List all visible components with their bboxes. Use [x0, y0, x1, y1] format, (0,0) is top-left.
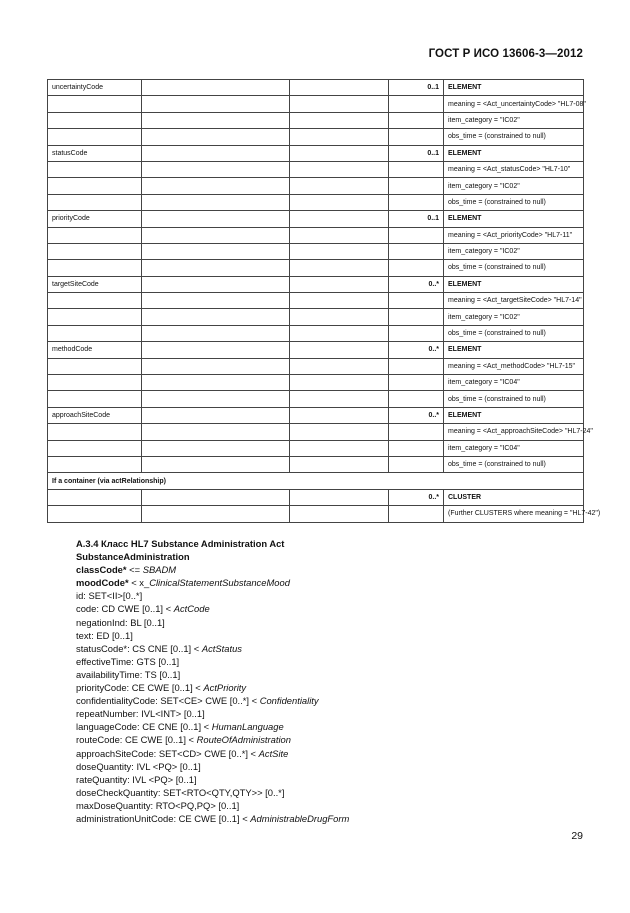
attribute-text: approachSiteCode: SET<CD> CWE [0..*] <	[76, 747, 259, 759]
attribute-cell	[48, 309, 142, 325]
attribute-text: code: CD CWE [0..1] <	[76, 603, 174, 615]
mapping-cell: obs_time = (constrained to null)	[444, 260, 584, 276]
table-row	[48, 293, 584, 309]
mapping-cell: obs_time = (constrained to null)	[444, 391, 584, 407]
empty-cell	[290, 80, 389, 96]
attribute-text: statusCode*: CS CNE [0..1] <	[76, 642, 202, 654]
empty-cell	[290, 243, 389, 259]
attribute-text: confidentialityCode: SET<CE> CWE [0..*] <	[76, 695, 260, 707]
empty-cell	[142, 407, 290, 423]
cardinality-cell	[389, 161, 444, 177]
table-row	[48, 227, 584, 243]
table-row	[48, 506, 584, 522]
empty-cell	[290, 260, 389, 276]
table-row	[48, 309, 584, 325]
attribute-text: text: ED [0..1]	[76, 629, 133, 641]
cardinality-cell	[389, 129, 444, 145]
attribute-cell: targetSiteCode	[48, 276, 142, 292]
attribute-cell	[48, 456, 142, 472]
empty-cell	[142, 489, 290, 505]
attribute-line	[76, 747, 596, 760]
attribute-cell	[48, 424, 142, 440]
attribute-text: priorityCode: CE CWE [0..1] <	[76, 682, 204, 694]
attribute-cell	[48, 161, 142, 177]
cardinality-cell	[389, 424, 444, 440]
mapping-cell: meaning = <Act_statusCode> "HL7-10"	[444, 161, 584, 177]
empty-cell	[290, 145, 389, 161]
mapping-cell: item_category = "IC04"	[444, 375, 584, 391]
empty-cell	[142, 276, 290, 292]
table-row	[48, 325, 584, 341]
attribute-cell	[48, 260, 142, 276]
table-row	[48, 112, 584, 128]
empty-cell	[142, 440, 290, 456]
empty-cell	[290, 227, 389, 243]
attribute-line	[76, 694, 596, 707]
empty-cell	[290, 391, 389, 407]
attribute-cell: priorityCode	[48, 211, 142, 227]
cardinality-cell	[389, 440, 444, 456]
attribute-cell	[48, 358, 142, 374]
table-row	[48, 391, 584, 407]
empty-cell	[290, 456, 389, 472]
empty-cell	[290, 342, 389, 358]
table-row	[48, 178, 584, 194]
attribute-text: Confidentiality	[259, 695, 319, 707]
cardinality-cell	[389, 260, 444, 276]
mapping-cell: ELEMENT	[444, 342, 584, 358]
table-row	[48, 375, 584, 391]
empty-cell	[142, 112, 290, 128]
cardinality-cell	[389, 194, 444, 210]
attribute-cell	[48, 178, 142, 194]
empty-cell	[142, 161, 290, 177]
cardinality-cell	[389, 325, 444, 341]
empty-cell	[290, 178, 389, 194]
empty-cell	[142, 145, 290, 161]
empty-cell	[142, 342, 290, 358]
attribute-text: < x_	[128, 577, 150, 589]
empty-cell	[290, 161, 389, 177]
attribute-text: repeatNumber: IVL<INT> [0..1]	[76, 708, 205, 720]
table-row	[48, 276, 584, 292]
cardinality-cell	[389, 309, 444, 325]
cardinality-cell	[389, 456, 444, 472]
empty-cell	[290, 407, 389, 423]
mapping-cell: meaning = <Act_uncertaintyCode> "HL7-08"	[444, 96, 584, 112]
table-row	[48, 129, 584, 145]
attribute-line	[76, 720, 596, 733]
attribute-text: administrationUnitCode: CE CWE [0..1] <	[76, 812, 251, 824]
class-definition-section	[76, 537, 596, 825]
attribute-cell: methodCode	[48, 342, 142, 358]
attribute-line	[76, 760, 596, 773]
mapping-cell: CLUSTER	[444, 489, 584, 505]
mapping-cell: ELEMENT	[444, 145, 584, 161]
cardinality-cell	[389, 112, 444, 128]
empty-cell	[142, 325, 290, 341]
attribute-text: effectiveTime: GTS [0..1]	[76, 655, 180, 667]
mapping-cell: ELEMENT	[444, 276, 584, 292]
attribute-line	[76, 707, 596, 720]
class-name: SubstanceAdministration	[76, 551, 190, 563]
attribute-cell	[48, 489, 142, 505]
table-row	[48, 358, 584, 374]
mapping-cell: meaning = <Act_priorityCode> "HL7-11"	[444, 227, 584, 243]
empty-cell	[142, 96, 290, 112]
attribute-text: moodCode*	[76, 577, 129, 589]
attribute-text: doseCheckQuantity: SET<RTO<QTY,QTY>> [0..*]	[76, 786, 285, 798]
mapping-cell: meaning = <Act_targetSiteCode> "HL7-14"	[444, 293, 584, 309]
section-heading: A.3.4 Класс HL7 Substance Administration Act	[76, 538, 285, 549]
table-row	[48, 211, 584, 227]
attribute-cell	[48, 440, 142, 456]
attribute-text: ActStatus	[201, 642, 242, 654]
attribute-line	[76, 799, 596, 812]
attribute-cell	[48, 293, 142, 309]
mapping-cell: meaning = <Act_methodCode> "HL7-15"	[444, 358, 584, 374]
empty-cell	[290, 358, 389, 374]
mapping-cell: obs_time = (constrained to null)	[444, 325, 584, 341]
attribute-text: rateQuantity: IVL <PQ> [0..1]	[76, 773, 197, 785]
empty-cell	[290, 129, 389, 145]
cardinality-cell: 0..1	[389, 145, 444, 161]
attribute-line	[76, 576, 596, 589]
table-row	[48, 407, 584, 423]
attribute-text: id: SET<II>[0..*]	[76, 590, 143, 602]
document-header: ГОСТ Р ИСО 13606-3—2012	[428, 48, 583, 60]
attribute-cell	[48, 112, 142, 128]
mapping-cell: item_category = "IC02"	[444, 309, 584, 325]
cardinality-cell	[389, 227, 444, 243]
attribute-cell	[48, 227, 142, 243]
table-row	[48, 489, 584, 505]
attribute-line	[76, 616, 596, 629]
cardinality-cell	[389, 178, 444, 194]
empty-cell	[142, 211, 290, 227]
table-row	[48, 440, 584, 456]
cardinality-cell	[389, 358, 444, 374]
page-number: 29	[571, 830, 583, 842]
cardinality-cell	[389, 293, 444, 309]
empty-cell	[290, 489, 389, 505]
attribute-cell	[48, 506, 142, 522]
empty-cell	[290, 211, 389, 227]
mapping-cell: obs_time = (constrained to null)	[444, 129, 584, 145]
attribute-cell	[48, 194, 142, 210]
table-row	[48, 161, 584, 177]
attribute-line	[76, 733, 596, 746]
empty-cell	[142, 456, 290, 472]
cardinality-cell: 0..*	[389, 276, 444, 292]
attribute-line	[76, 786, 596, 799]
attribute-line	[76, 642, 596, 655]
attribute-list	[76, 563, 596, 825]
attribute-cell	[48, 129, 142, 145]
mapping-cell: obs_time = (constrained to null)	[444, 456, 584, 472]
container-row-label: If a container (via actRelationship)	[48, 473, 584, 489]
empty-cell	[290, 194, 389, 210]
attribute-text: maxDoseQuantity: RTO<PQ,PQ> [0..1]	[76, 799, 240, 811]
attribute-line	[76, 668, 596, 681]
empty-cell	[142, 375, 290, 391]
attribute-text: availabilityTime: TS [0..1]	[76, 668, 181, 680]
empty-cell	[142, 227, 290, 243]
attribute-text: negationInd: BL [0..1]	[76, 616, 165, 628]
attribute-cell: statusCode	[48, 145, 142, 161]
empty-cell	[290, 506, 389, 522]
attribute-text: routeCode: CE CWE [0..1] <	[76, 734, 197, 746]
attribute-text: ClinicalStatementSubstanceMood	[149, 577, 290, 589]
attribute-text: RouteOfAdministration	[196, 734, 291, 746]
table-row	[48, 145, 584, 161]
cardinality-cell: 0..*	[389, 407, 444, 423]
empty-cell	[142, 293, 290, 309]
empty-cell	[142, 178, 290, 194]
mapping-cell: item_category = "IC04"	[444, 440, 584, 456]
mapping-cell: ELEMENT	[444, 80, 584, 96]
cardinality-cell: 0..*	[389, 342, 444, 358]
attribute-text: languageCode: CE CNE [0..1] <	[76, 721, 212, 733]
attribute-text: ActCode	[173, 603, 210, 615]
table-row	[48, 260, 584, 276]
attribute-line	[76, 602, 596, 615]
table-row	[48, 96, 584, 112]
mapping-cell: item_category = "IC02"	[444, 243, 584, 259]
empty-cell	[290, 276, 389, 292]
mapping-cell: obs_time = (constrained to null)	[444, 194, 584, 210]
table-row	[48, 473, 584, 489]
attribute-line	[76, 681, 596, 694]
mapping-cell: ELEMENT	[444, 211, 584, 227]
attribute-text: AdministrableDrugForm	[250, 812, 350, 824]
empty-cell	[290, 424, 389, 440]
attribute-cell	[48, 96, 142, 112]
table-row	[48, 80, 584, 96]
attribute-line	[76, 812, 596, 825]
attribute-line	[76, 773, 596, 786]
mapping-cell: meaning = <Act_approachSiteCode> "HL7-24"	[444, 424, 584, 440]
empty-cell	[142, 424, 290, 440]
empty-cell	[290, 293, 389, 309]
cardinality-cell	[389, 375, 444, 391]
attribute-line	[76, 589, 596, 602]
mapping-cell: item_category = "IC02"	[444, 112, 584, 128]
attribute-cell	[48, 325, 142, 341]
empty-cell	[142, 80, 290, 96]
table-row	[48, 342, 584, 358]
attribute-cell	[48, 243, 142, 259]
mapping-cell: ELEMENT	[444, 407, 584, 423]
empty-cell	[290, 325, 389, 341]
empty-cell	[142, 260, 290, 276]
cardinality-cell: 0..1	[389, 80, 444, 96]
attribute-line	[76, 655, 596, 668]
attribute-cell	[48, 375, 142, 391]
attribute-cell	[48, 391, 142, 407]
empty-cell	[142, 358, 290, 374]
cardinality-cell	[389, 506, 444, 522]
table-row	[48, 424, 584, 440]
table-row	[48, 456, 584, 472]
attribute-line	[76, 629, 596, 642]
attribute-text: ActPriority	[203, 682, 247, 694]
empty-cell	[290, 375, 389, 391]
attribute-cell: uncertaintyCode	[48, 80, 142, 96]
table-row	[48, 194, 584, 210]
empty-cell	[142, 506, 290, 522]
attribute-text: classCode*	[76, 564, 127, 576]
empty-cell	[142, 391, 290, 407]
attribute-text: doseQuantity: IVL <PQ> [0..1]	[76, 760, 201, 772]
attribute-text: ActSite	[258, 747, 289, 759]
empty-cell	[290, 309, 389, 325]
cardinality-cell: 0..*	[389, 489, 444, 505]
attribute-text: SBADM	[142, 564, 177, 576]
empty-cell	[142, 129, 290, 145]
empty-cell	[142, 309, 290, 325]
cardinality-cell: 0..1	[389, 211, 444, 227]
cardinality-cell	[389, 96, 444, 112]
cardinality-cell	[389, 243, 444, 259]
mapping-cell: item_category = "IC02"	[444, 178, 584, 194]
mapping-table	[47, 79, 601, 523]
table-row	[48, 243, 584, 259]
mapping-cell: (Further CLUSTERS where meaning = "HL7-42")	[444, 506, 584, 522]
attribute-cell: approachSiteCode	[48, 407, 142, 423]
attribute-text: HumanLanguage	[211, 721, 284, 733]
empty-cell	[290, 440, 389, 456]
empty-cell	[290, 112, 389, 128]
empty-cell	[142, 194, 290, 210]
attribute-text: <=	[126, 564, 143, 576]
cardinality-cell	[389, 391, 444, 407]
attribute-line	[76, 563, 596, 576]
empty-cell	[290, 96, 389, 112]
empty-cell	[142, 243, 290, 259]
